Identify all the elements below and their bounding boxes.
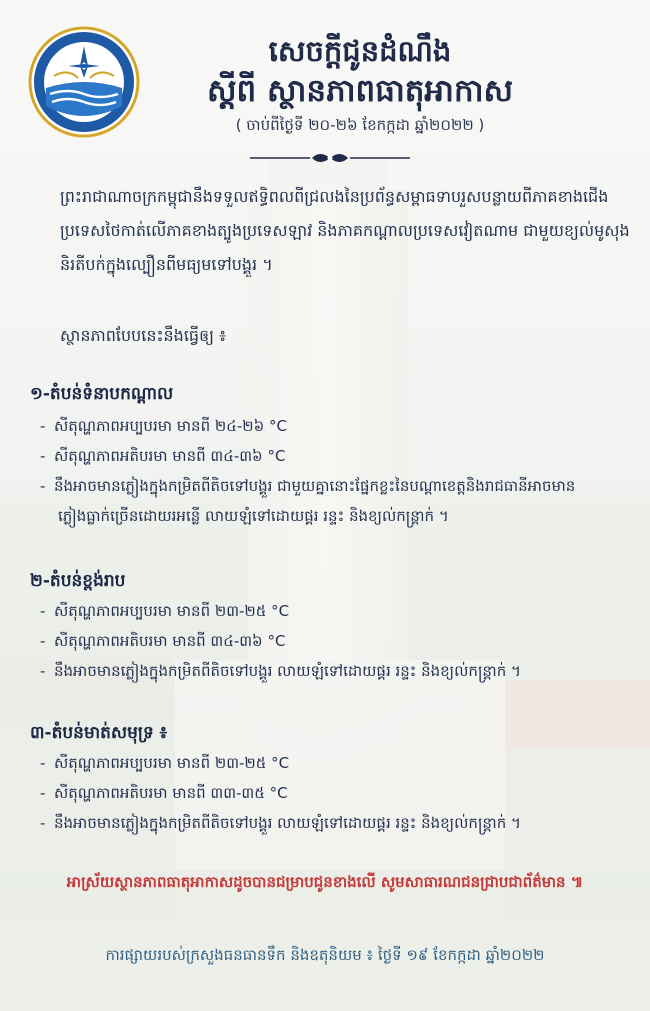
intro-line: និរតីបក់ក្នុងល្បឿនពីមធ្យមទៅបង្គួរ ។ xyxy=(60,255,273,274)
intro-paragraph xyxy=(60,180,630,282)
title-line-1: សេចក្តីជូនដំណឹង xyxy=(268,34,452,68)
date-range: ( ចាប់ពីថ្ងៃទី ២០-២៦ ខែកក្កដា ឆ្នាំ២០២២ ) xyxy=(235,116,485,134)
intro-line: ព្រះរាជាណាចក្រកម្ពុជានឹងទទួលឥទ្ធិពលពីជ្រលងនៃប្រព័ន្ធសម្ពាធទាបរួសបន្លាយពីភាគខាងជើង xyxy=(60,187,609,206)
ministry-logo xyxy=(28,26,140,138)
region-2-rain-forecast: - នឹងអាចមានភ្លៀងក្នុងកម្រិតពីតិចទៅបង្គួរ លាយឡំទៅដោយផ្គរ រន្ទះ និងខ្យល់កន្ត្រាក់ ។ xyxy=(40,662,521,680)
region-heading-central-plain: ១-តំបន់ទំនាបកណ្តាល xyxy=(30,384,174,404)
region-2-max-temp: - សីតុណ្ហភាពអតិបរមា មានពី ៣៤-៣៦ °C xyxy=(40,632,286,650)
region-1-min-temp: - សីតុណ្ហភាពអប្បបរមា មានពី ២៤-២៦ °C xyxy=(40,417,287,435)
divider-ornament-icon xyxy=(250,148,410,168)
intro-line: ប្រទេសថៃកាត់លើភាគខាងត្បូងប្រទេសឡាវ និងភាគកណ្តាលប្រទេសវៀតណាម ជាមួយខ្យល់មូសុង xyxy=(60,221,630,240)
region-3-max-temp: - សីតុណ្ហភាពអតិបរមា មានពី ៣៣-៣៥ °C xyxy=(40,784,288,802)
closing-note: អាស្រ័យស្ថានភាពធាតុអាកាសដូចបានជម្រាបជូនខាងលើ សូមសាធារណជនជ្រាបជាព័ត៌មាន ៕ xyxy=(66,873,584,891)
publisher-footer: ការផ្សាយរបស់ក្រសួងធនធានទឹក និងឧតុនិយម ៖ ថ្ងៃទី ១៩ ខែកក្កដា ឆ្នាំ២០២២ xyxy=(105,946,545,964)
region-1-max-temp: - សីតុណ្ហភាពអតិបរមា មានពី ៣៤-៣៦ °C xyxy=(40,447,286,465)
region-1-rain-forecast: - នឹងអាចមានភ្លៀងក្នុងកម្រិតពីតិចទៅបង្គួរ ជាមួយគ្នានោះផ្នែកខ្លះនៃបណ្តាខេត្តនិងរាជធានីអាចមាន xyxy=(40,477,576,495)
region-heading-plateau: ២-តំបន់ខ្ពង់រាប xyxy=(30,571,126,591)
region-3-rain-forecast: - នឹងអាចមានភ្លៀងក្នុងកម្រិតពីតិចទៅបង្គួរ លាយឡំទៅដោយផ្គរ រន្ទះ និងខ្យល់កន្ត្រាក់ ។ xyxy=(40,814,521,832)
region-1-rain-continuation: ភ្លៀងធ្លាក់ច្រើនដោយរអន្លើ លាយឡំទៅដោយផ្គរ រន្ទះ និងខ្យល់កន្ត្រាក់ ។ xyxy=(58,507,449,525)
lead-text: ស្ថានភាពបែបនេះនឹងធ្វើឲ្យ ៖ xyxy=(60,326,227,345)
region-3-min-temp: - សីតុណ្ហភាពអប្បបរមា មានពី ២៣-២៥ °C xyxy=(40,754,290,772)
region-2-min-temp: - សីតុណ្ហភាពអប្បបរមា មានពី ២៣-២៥ °C xyxy=(40,602,290,620)
title-line-2: ស្តីពី ស្ថានភាពធាតុអាកាស xyxy=(207,73,513,109)
region-heading-coastal: ៣-តំបន់មាត់សមុទ្រ ៖ xyxy=(30,723,168,743)
